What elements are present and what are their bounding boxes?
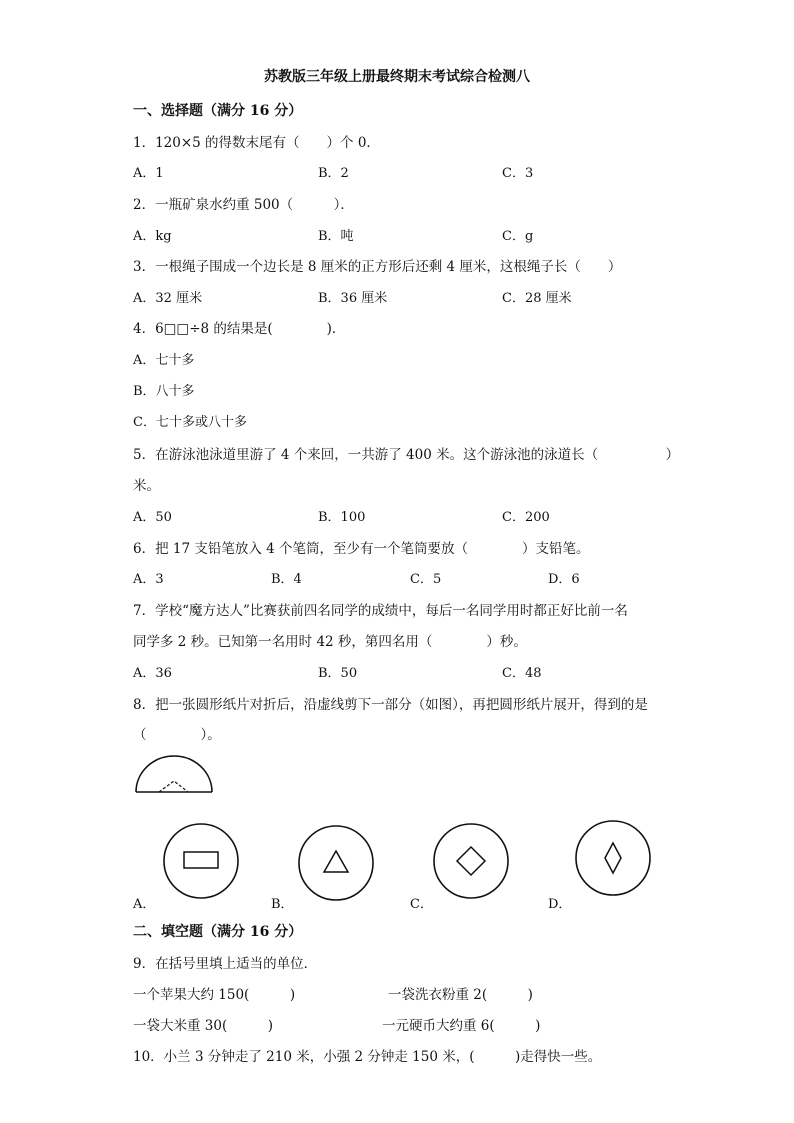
q3-option-a: A．32 厘米 xyxy=(133,291,203,306)
q3-option-c: C．28 厘米 xyxy=(502,291,572,306)
question-5-continued: 米。 xyxy=(133,478,160,494)
q2-option-c: C．g xyxy=(502,229,534,244)
q8-figure-c-square-diamond xyxy=(432,822,510,900)
q1-option-b: B．2 xyxy=(318,166,349,181)
q8-option-c: C． xyxy=(410,897,433,912)
q9-item-detergent: 一袋洗衣粉重 2( ) xyxy=(388,987,533,1003)
question-5: 5．在游泳池泳道里游了 4 个来回，一共游了 400 米。这个游泳池的泳道长（ ） xyxy=(133,447,680,463)
q9-item-rice: 一袋大米重 30( ) xyxy=(133,1018,274,1034)
q5-option-a: A．50 xyxy=(133,510,172,525)
q6-option-d: D．6 xyxy=(548,572,580,587)
section-heading-choice: 一、选择题（满分 16 分） xyxy=(133,103,303,119)
q3-option-b: B．36 厘米 xyxy=(318,291,388,306)
question-7-continued: 同学多 2 秒。已知第一名用时 42 秒，第四名用（ ）秒。 xyxy=(133,634,527,650)
question-8: 8．把一张圆形纸片对折后，沿虚线剪下一部分（如图），再把圆形纸片展开，得到的是 xyxy=(133,697,648,713)
q8-option-b: B． xyxy=(271,897,294,912)
q8-figure-d-narrow-diamond xyxy=(574,819,652,897)
q4-option-a: A．七十多 xyxy=(133,353,195,368)
q9-item-apple: 一个苹果大约 150( ) xyxy=(133,987,296,1003)
q9-item-coin: 一元硬币大约重 6( ) xyxy=(382,1018,541,1034)
section-heading-fill: 二、填空题（满分 16 分） xyxy=(133,924,303,940)
q7-option-a: A．36 xyxy=(133,666,172,681)
q8-figure-b-triangle xyxy=(297,824,375,902)
q5-option-b: B．100 xyxy=(318,510,366,525)
q2-option-b: B．吨 xyxy=(318,229,354,244)
question-8-continued: （ ）。 xyxy=(133,727,221,743)
question-4: 4．6□□÷8 的结果是( )． xyxy=(133,321,346,337)
q4-option-c: C．七十多或八十多 xyxy=(133,415,247,430)
q5-option-c: C．200 xyxy=(502,510,550,525)
question-2: 2．一瓶矿泉水约重 500（ ）． xyxy=(133,197,354,213)
question-9: 9．在括号里填上适当的单位． xyxy=(133,956,318,972)
q7-option-b: B．50 xyxy=(318,666,358,681)
q6-option-a: A．3 xyxy=(133,572,164,587)
q1-option-a: A．1 xyxy=(133,166,164,181)
q6-option-c: C．5 xyxy=(410,572,442,587)
q2-option-a: A．kg xyxy=(133,229,172,244)
folded-paper-figure xyxy=(133,754,215,796)
q4-option-b: B．八十多 xyxy=(133,384,195,399)
question-6: 6．把 17 支铅笔放入 4 个笔筒，至少有一个笔筒要放（ ）支铅笔。 xyxy=(133,541,590,557)
q6-option-b: B．4 xyxy=(271,572,302,587)
q8-option-d: D． xyxy=(548,897,572,912)
q1-option-c: C．3 xyxy=(502,166,534,181)
page-title: 苏教版三年级上册最终期末考试综合检测八 xyxy=(264,69,530,85)
question-7: 7．学校“魔方达人”比赛获前四名同学的成绩中，每后一名同学用时都正好比前一名 xyxy=(133,603,628,619)
question-1: 1．120×5 的得数末尾有（ ）个 0． xyxy=(133,135,380,151)
q8-figure-a-rectangle xyxy=(162,822,240,900)
q7-option-c: C．48 xyxy=(502,666,542,681)
q8-option-a: A． xyxy=(133,897,156,912)
question-10: 10．小兰 3 分钟走了 210 米，小强 2 分钟走 150 米，( )走得快一些。 xyxy=(133,1049,602,1065)
question-3: 3．一根绳子围成一个边长是 8 厘米的正方形后还剩 4 厘米，这根绳子长（ ） xyxy=(133,259,622,275)
